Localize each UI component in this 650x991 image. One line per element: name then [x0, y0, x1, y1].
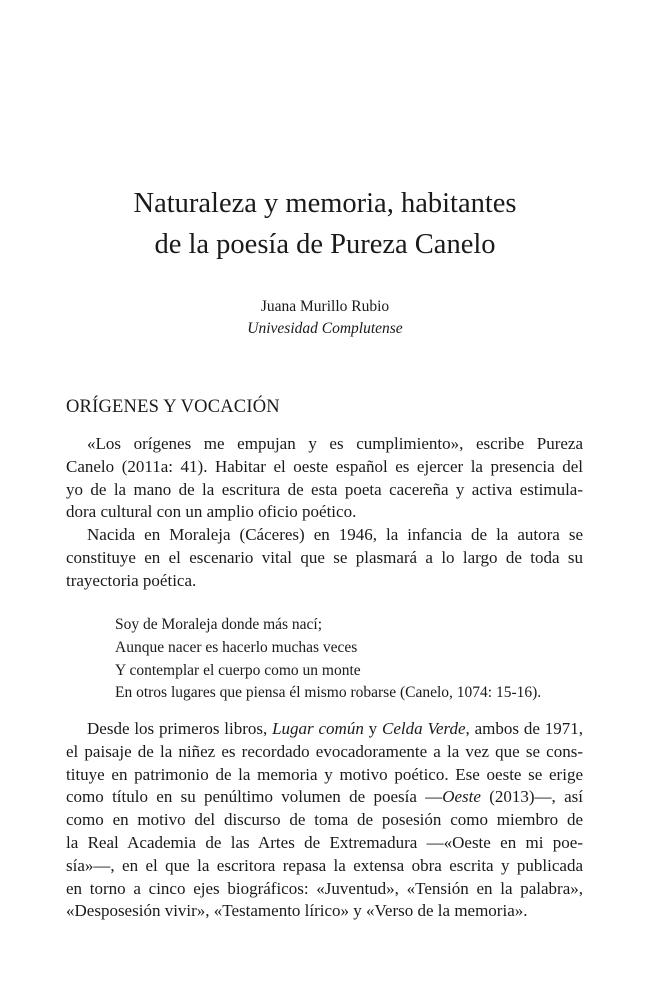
paragraph-line: tituye en patrimonio de la memoria y motivo poético. Ese oeste se erige [66, 764, 583, 784]
paragraph-3 [66, 718, 583, 923]
chapter-title-line-2: de la poesía de Pureza Canelo [154, 229, 496, 260]
paragraph-line: «Desposesión vivir», «Testamento lírico» y «Verso de la memoria». [66, 901, 528, 921]
paragraph-line [66, 718, 583, 741]
chapter-title [60, 183, 590, 265]
book-title-celda-verde: Celda Verde [382, 719, 466, 738]
paragraph-line: yo de la mano de la escritura de esta poeta cacereña y activa estimula- [66, 479, 583, 499]
paragraph-line: trayectoria poética. [66, 570, 197, 590]
paragraph-1 [66, 433, 583, 524]
paragraph-line: Nacida en Moraleja (Cáceres) en 1946, la infancia de la autora se [87, 525, 583, 544]
paragraph-line: como en motivo del discurso de toma de posesión como miembro de [66, 810, 583, 830]
paragraph-line [66, 786, 583, 809]
paragraph-line: «Los orígenes me empujan y es cumplimiento», escribe Pureza [87, 434, 583, 453]
paragraph-line: dora cultural con un amplio oficio poético. [66, 502, 357, 522]
text-run: como título en su penúltimo volumen de poesía — [66, 787, 443, 807]
paragraph-line: la Real Academia de las Artes de Extremadura —«Oeste en mi poe- [66, 832, 583, 852]
author-block [60, 296, 590, 340]
paragraph-2 [66, 524, 583, 592]
section-heading: ORÍGENES Y VOCACIÓN [66, 397, 280, 417]
paragraph-line: en torno a cinco ejes biográficos: «Juventud», «Tensión en la palabra», [66, 878, 583, 898]
paragraph-line: Canelo (2011a: 41). Habitar el oeste español es ejercer la presencia del [66, 456, 583, 476]
text-run: (2013)—, así [480, 787, 583, 807]
verse-line: Soy de Moraleja donde más nací; [115, 616, 323, 633]
paragraph-line: constituye en el escenario vital que se plasmará a lo largo de toda su [66, 547, 583, 567]
verse-line: Aunque nacer es hacerlo muchas veces [115, 638, 358, 656]
paragraph-line: el paisaje de la niñez es recordado evocadoramente a la vez que se cons- [66, 741, 583, 761]
verse-quote [115, 614, 541, 705]
chapter-title-line-1: Naturaleza y memoria, habitantes [133, 188, 517, 219]
text-run: Desde los primeros libros, [87, 719, 273, 738]
author-affiliation: Univesidad Complutense [247, 320, 403, 337]
text-run: y [363, 719, 383, 738]
text-run: , ambos de 1971, [465, 719, 583, 738]
paragraph-line: sía»—, en el que la escritora repasa la extensa obra escrita y publicada [66, 855, 583, 875]
author-name: Juana Murillo Rubio [260, 298, 390, 315]
book-title-lugar-comun: Lugar común [272, 719, 364, 738]
verse-line: En otros lugares que piensa él mismo robarse (Canelo, 1074: 15-16). [115, 684, 542, 702]
book-title-oeste: Oeste [442, 787, 481, 807]
verse-line: Y contemplar el cuerpo como un monte [115, 661, 361, 679]
